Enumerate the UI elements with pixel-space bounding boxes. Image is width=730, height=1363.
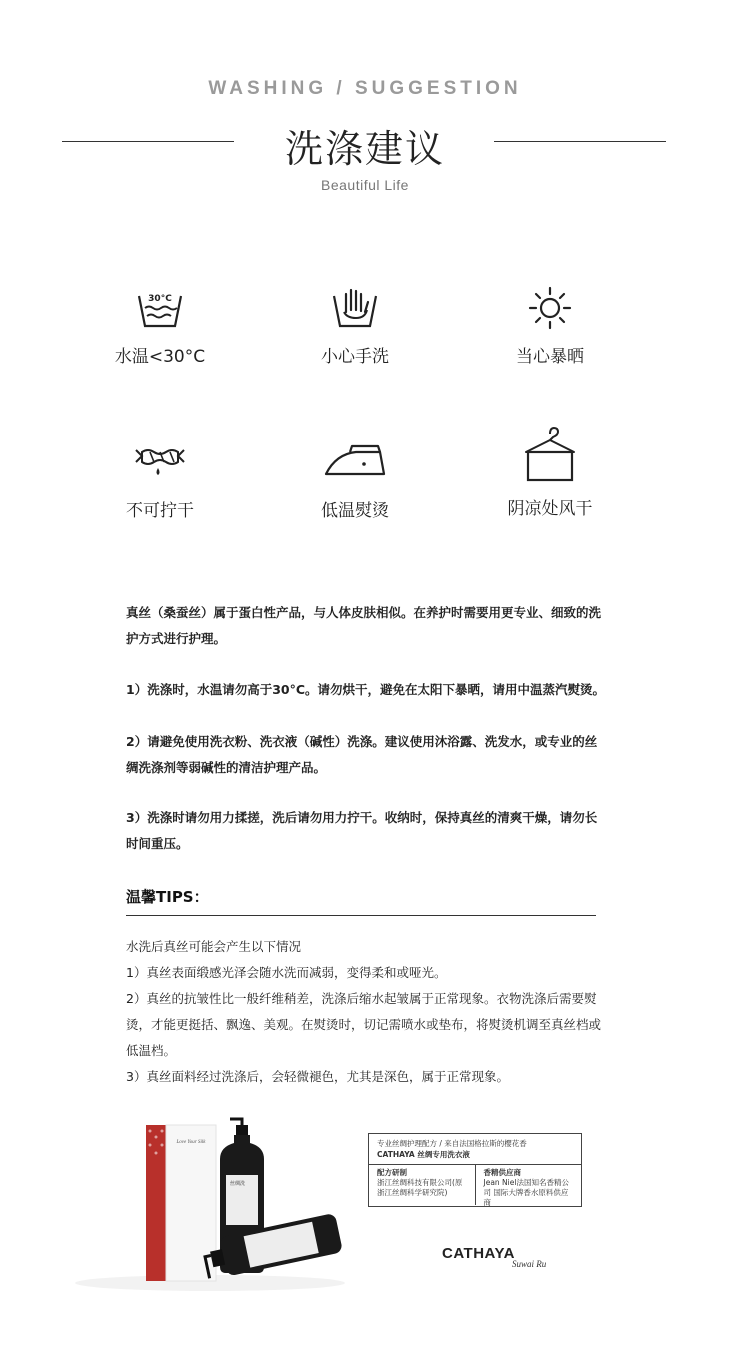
no-wring-icon xyxy=(130,440,190,484)
care-label: 水温<30°C xyxy=(114,347,206,367)
box-front xyxy=(166,1125,216,1281)
tip-paragraph-1: 1）洗涤时，水温请勿高于30°C。请勿烘干，避免在太阳下暴晒，请用中温蒸汽熨烫。 xyxy=(126,682,606,697)
tip-paragraph-3: 3）洗涤时请勿用力揉搓，洗后请勿用力拧干。收纳时，保持真丝的清爽干燥，请勿长时间重压。 xyxy=(126,810,598,851)
tips-line: 1）真丝表面缎感光泽会随水洗而减弱，变得柔和或哑光。 xyxy=(126,965,447,980)
info-line: 专业丝绸护理配方 / 来自法国格拉斯的樱花香 xyxy=(377,1139,527,1148)
brand-signature: Suwai Ru xyxy=(512,1259,547,1269)
tips-divider xyxy=(126,915,596,916)
care-label: 不可拧干 xyxy=(126,501,194,521)
info-line: CATHAYA 丝绸专用洗衣液 xyxy=(377,1150,470,1159)
box-side xyxy=(146,1125,166,1281)
tip-paragraph-2: 2）请避免使用洗衣粉、洗衣液（碱性）洗涤。建议使用沐浴露、洗发水，或专业的丝绸洗涤剂等弱碱性的清洁护理产品。 xyxy=(126,734,598,775)
water-temp-icon xyxy=(135,286,185,330)
intro-paragraph: 真丝（桑蚕丝）属于蛋白性产品，与人体皮肤相似。在养护时需要用更专业、细致的洗护方式进行护理。 xyxy=(126,605,602,646)
care-item-no-wring xyxy=(70,440,250,521)
tips-body xyxy=(126,934,606,1090)
svg-text:丝绸洗: 丝绸洗 xyxy=(230,1181,246,1187)
hand-wash-icon xyxy=(330,286,380,330)
tips-title: 温馨TIPS： xyxy=(126,888,209,906)
care-item-sun xyxy=(460,286,640,367)
iron-icon xyxy=(322,440,388,484)
tips-line: 2）真丝的抗皱性比一般纤维稍差，洗涤后缩水起皱属于正常现象。衣物洗涤后需要熨烫，才能更挺括、飘逸、美观。在熨烫时，切记需喷水或垫布，将熨烫机调至真丝档或低温档。 xyxy=(126,991,602,1058)
care-label: 阴凉处风干 xyxy=(507,499,593,519)
sun-icon xyxy=(525,286,575,330)
care-item-water-temp xyxy=(70,286,250,367)
supplier-column: 香精供应商 Jean Niel法国知名香精公司 国际大牌香水原料供应商 xyxy=(475,1165,582,1205)
care-label: 小心手洗 xyxy=(321,347,389,367)
tips-line: 3）真丝面料经过洗涤后，会轻微褪色，尤其是深色，属于正常现象。 xyxy=(126,1069,509,1084)
svg-text:Love Your Silk: Love Your Silk xyxy=(176,1140,206,1145)
care-label: 当心暴晒 xyxy=(516,347,584,367)
english-title: WASHING / SUGGESTION xyxy=(208,78,522,99)
care-item-hang-dry xyxy=(460,424,640,519)
tips-line: 水洗后真丝可能会产生以下情况 xyxy=(126,939,302,954)
hang-dry-icon xyxy=(522,424,578,484)
chinese-title: 洗涤建议 xyxy=(284,127,445,171)
svg-text:30°C: 30°C xyxy=(148,294,172,304)
subtitle: Beautiful Life xyxy=(321,177,409,193)
product-info-box xyxy=(368,1133,582,1207)
brand-logo: CATHAYA xyxy=(442,1245,515,1262)
formula-column: 配方研制 浙江丝绸科技有限公司(原浙江丝绸科学研究院) xyxy=(377,1168,463,1197)
product-image xyxy=(70,1115,360,1295)
care-label: 低温熨烫 xyxy=(321,501,389,521)
care-item-hand-wash xyxy=(265,286,445,367)
care-item-iron xyxy=(265,440,445,521)
